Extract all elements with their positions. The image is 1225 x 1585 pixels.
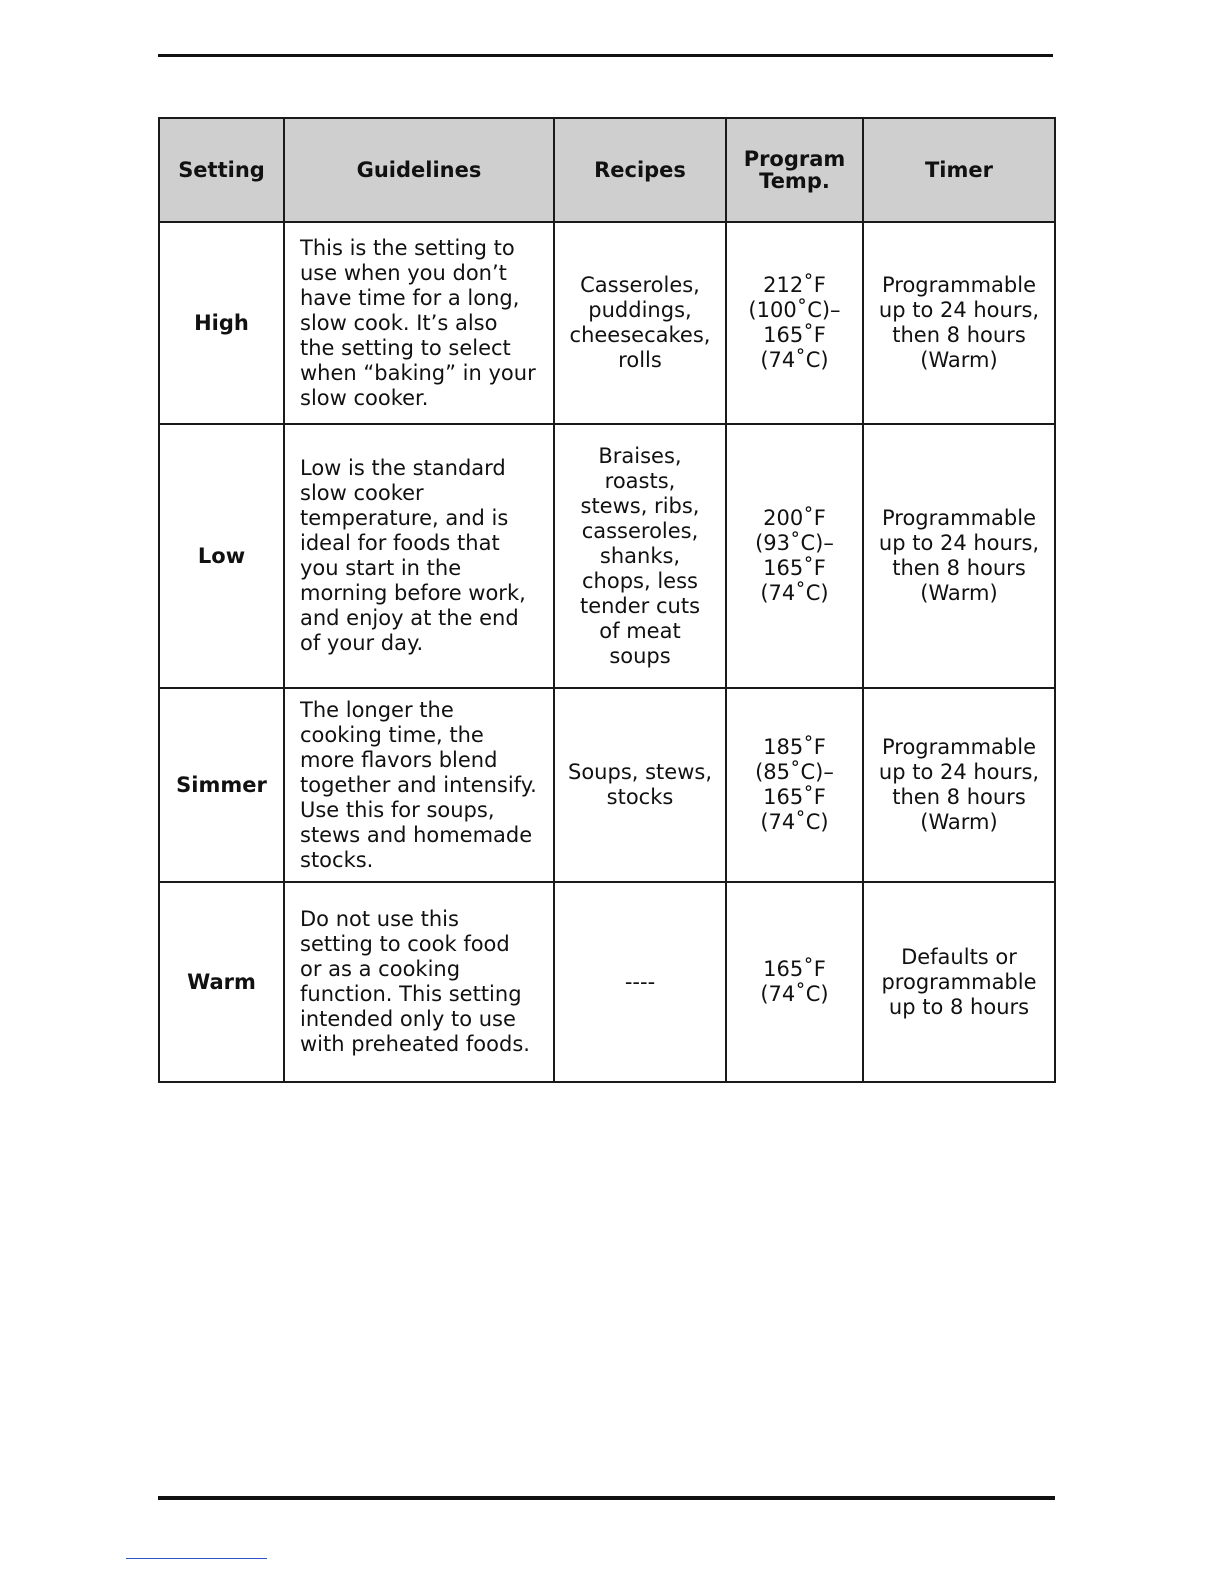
timer-line: Programmable <box>881 506 1036 530</box>
guidelines-line: slow cooker <box>300 481 424 505</box>
header-program-temp <box>726 118 863 222</box>
guidelines-line: you start in the <box>300 556 462 580</box>
recipes-line: stocks <box>606 785 674 809</box>
temp-line: (74˚C) <box>760 982 829 1006</box>
guidelines-line: morning before work, <box>300 581 526 605</box>
recipes-line: ---- <box>624 969 656 994</box>
timer-line: up to 8 hours <box>888 994 1030 1019</box>
guidelines-line: or as a cooking <box>300 957 461 981</box>
timer-cell <box>863 882 1055 1082</box>
temp-line: (74˚C) <box>760 581 829 605</box>
recipes-cell <box>554 882 726 1082</box>
guidelines-line: and enjoy at the end <box>300 606 519 630</box>
guidelines-line: slow cooker. <box>300 385 429 410</box>
header-program-temp-line: Program <box>743 147 846 171</box>
temp-cell <box>726 882 863 1082</box>
timer-line: Programmable <box>881 273 1036 297</box>
guidelines-line: slow cook. It’s also <box>300 310 498 335</box>
temp-line: (74˚C) <box>760 348 829 372</box>
guidelines-line: with preheated foods. <box>300 1032 530 1056</box>
temp-line: 185˚F <box>763 735 826 759</box>
footer-link-underline <box>126 1558 267 1559</box>
guidelines-line: more flavors blend <box>300 747 498 772</box>
guidelines-line: Use this for soups, <box>300 797 495 822</box>
header-program-temp-line: Temp. <box>759 169 830 193</box>
timer-line: programmable <box>881 969 1037 994</box>
recipes-line: cheesecakes, <box>569 323 711 347</box>
setting-cell: Warm <box>159 882 284 1082</box>
timer-line: then 8 hours <box>892 785 1026 809</box>
temp-cell <box>726 688 863 882</box>
recipes-line: of meat <box>599 618 681 643</box>
recipes-cell <box>554 222 726 424</box>
temp-line: 165˚F <box>763 323 826 347</box>
temp-line: (93˚C)– <box>755 531 834 555</box>
guidelines-line: intended only to use <box>300 1007 516 1031</box>
guidelines-line: ideal for foods that <box>300 531 500 555</box>
recipes-line: puddings, <box>588 298 692 322</box>
guidelines-line: have time for a long, <box>300 285 520 310</box>
setting-cell: Simmer <box>159 688 284 882</box>
temp-cell <box>726 222 863 424</box>
table-row <box>159 222 1055 424</box>
guidelines-line: the setting to select <box>300 335 511 360</box>
timer-line: (Warm) <box>920 810 998 834</box>
guidelines-line: cooking time, the <box>300 722 484 747</box>
guidelines-line: use when you don’t <box>300 260 507 285</box>
settings-table <box>158 117 1056 1083</box>
timer-line: Defaults or <box>901 944 1017 969</box>
temp-line: 200˚F <box>763 506 826 530</box>
temp-line: (74˚C) <box>760 810 829 834</box>
recipes-line: casseroles, <box>581 518 699 543</box>
guidelines-line: Do not use this <box>300 907 459 931</box>
recipes-line: stews, ribs, <box>580 493 700 518</box>
table-header-row <box>159 118 1055 222</box>
recipes-line: tender cuts <box>579 593 701 618</box>
temp-cell <box>726 424 863 688</box>
guidelines-cell <box>284 688 554 882</box>
temp-line: (100˚C)– <box>748 298 841 322</box>
guidelines-cell <box>284 222 554 424</box>
guidelines-line: This is the setting to <box>300 235 515 260</box>
timer-line: up to 24 hours, <box>878 531 1040 555</box>
guidelines-line: setting to cook food <box>300 932 510 956</box>
timer-line: Programmable <box>881 735 1036 759</box>
top-rule <box>158 54 1053 57</box>
timer-line: (Warm) <box>920 581 998 605</box>
timer-line: up to 24 hours, <box>878 760 1040 784</box>
temp-line: 165˚F <box>763 957 826 981</box>
table-row <box>159 882 1055 1082</box>
header-guidelines: Guidelines <box>284 118 554 222</box>
header-setting: Setting <box>159 118 284 222</box>
timer-line: (Warm) <box>920 348 998 372</box>
temp-line: 165˚F <box>763 556 826 580</box>
recipes-cell <box>554 688 726 882</box>
guidelines-line: stews and homemade <box>300 822 533 847</box>
recipes-line: shanks, <box>599 543 681 568</box>
guidelines-cell <box>284 882 554 1082</box>
guidelines-line: together and intensify. <box>300 772 537 797</box>
header-timer: Timer <box>863 118 1055 222</box>
recipes-line: Braises, <box>598 443 682 468</box>
recipes-line: Soups, stews, <box>568 760 712 784</box>
timer-line: then 8 hours <box>892 323 1026 347</box>
table-row <box>159 688 1055 882</box>
timer-cell <box>863 424 1055 688</box>
guidelines-line: Low is the standard <box>300 456 506 480</box>
recipes-line: roasts, <box>604 468 676 493</box>
guidelines-line: stocks. <box>300 847 374 872</box>
guidelines-line: temperature, and is <box>300 506 509 530</box>
recipes-cell <box>554 424 726 688</box>
bottom-rule <box>158 1496 1055 1500</box>
timer-line: up to 24 hours, <box>878 298 1040 322</box>
header-recipes: Recipes <box>554 118 726 222</box>
guidelines-line: of your day. <box>300 631 424 655</box>
temp-line: 165˚F <box>763 785 826 809</box>
setting-cell: High <box>159 222 284 424</box>
timer-cell <box>863 222 1055 424</box>
guidelines-cell <box>284 424 554 688</box>
recipes-line: chops, less <box>582 568 698 593</box>
setting-cell: Low <box>159 424 284 688</box>
guidelines-line: The longer the <box>300 697 454 722</box>
guidelines-line: when “baking” in your <box>300 360 536 385</box>
recipes-line: soups <box>609 643 671 668</box>
guidelines-line: function. This setting <box>300 982 522 1006</box>
recipes-line: Casseroles, <box>580 273 700 297</box>
temp-line: (85˚C)– <box>755 760 834 784</box>
table-row <box>159 424 1055 688</box>
timer-cell <box>863 688 1055 882</box>
recipes-line: rolls <box>618 348 662 372</box>
temp-line: 212˚F <box>763 273 826 297</box>
timer-line: then 8 hours <box>892 556 1026 580</box>
